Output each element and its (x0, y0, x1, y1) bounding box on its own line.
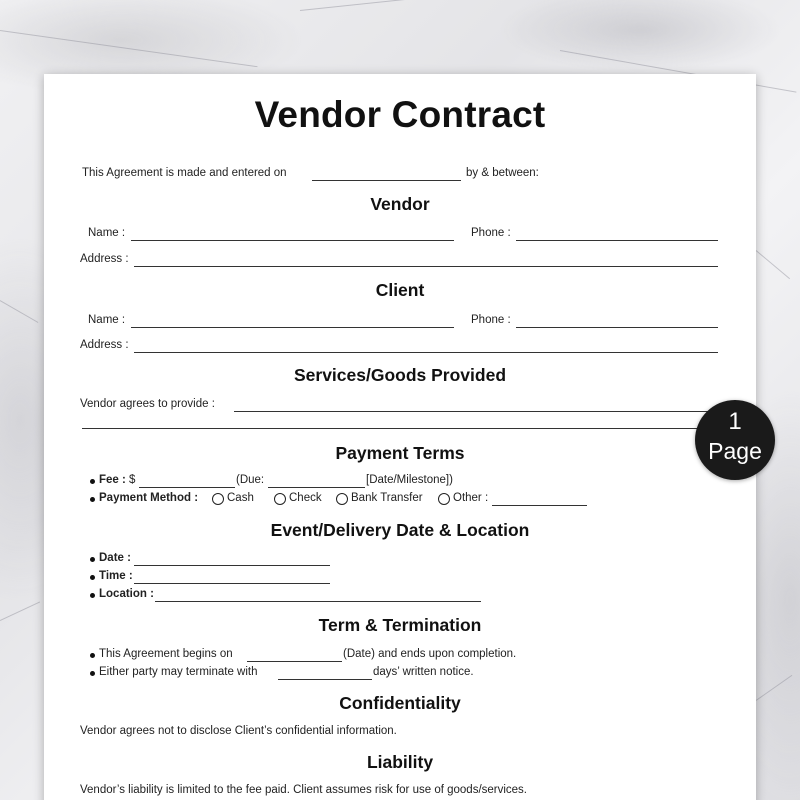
page-count-badge (695, 400, 775, 480)
bank-transfer-option-label: Bank Transfer (351, 492, 423, 504)
vendor-phone-field[interactable] (516, 240, 718, 241)
bullet (90, 497, 95, 502)
event-time-label: Time : (99, 570, 133, 582)
bullet (90, 557, 95, 562)
marble-vein (300, 0, 499, 11)
fee-due-field[interactable] (268, 487, 365, 488)
other-option-label: Other : (453, 492, 489, 504)
cash-option-label: Cash (227, 492, 254, 504)
fee-due-prefix: (Due: (236, 474, 265, 486)
client-phone-label: Phone : (471, 314, 511, 326)
bullet (90, 671, 95, 676)
services-field-2[interactable] (82, 428, 718, 429)
services-provide-label: Vendor agrees to provide : (80, 398, 215, 410)
liability-heading: Liability (366, 752, 434, 772)
event-location-label: Location : (99, 588, 154, 600)
check-option-label: Check (289, 492, 322, 504)
page-count-number: 1 (728, 408, 742, 435)
bank-transfer-radio[interactable] (336, 493, 348, 505)
cash-radio[interactable] (212, 493, 224, 505)
vendor-address-field[interactable] (134, 266, 718, 267)
client-heading: Client (375, 280, 425, 300)
marble-vein (756, 250, 790, 279)
other-method-field[interactable] (492, 505, 587, 506)
payment-heading: Payment Terms (335, 443, 465, 463)
bullet (90, 479, 95, 484)
services-field[interactable] (234, 411, 718, 412)
client-phone-field[interactable] (516, 327, 718, 328)
bullet (90, 593, 95, 598)
document-title: Vendor Contract (254, 94, 546, 135)
event-date-label: Date : (99, 552, 131, 564)
marble-vein (0, 30, 258, 67)
fee-label: Fee : (99, 474, 126, 486)
event-location-field[interactable] (155, 601, 481, 602)
vendor-name-label: Name : (88, 227, 126, 239)
services-heading: Services/Goods Provided (293, 365, 507, 385)
event-heading: Event/Delivery Date & Location (270, 520, 530, 540)
vendor-phone-label: Phone : (471, 227, 511, 239)
page-count-word: Page (708, 438, 762, 464)
marble-vein (0, 300, 38, 323)
vendor-name-field[interactable] (131, 240, 454, 241)
payment-method-label: Payment Method : (99, 492, 199, 504)
term-heading: Term & Termination (318, 615, 482, 635)
confidentiality-heading: Confidentiality (339, 693, 461, 713)
vendor-address-label: Address : (80, 253, 129, 265)
term-begin-date-field[interactable] (247, 661, 342, 662)
fee-due-suffix: [Date/Milestone]) (366, 474, 453, 486)
client-name-label: Name : (88, 314, 126, 326)
fee-currency: $ (129, 474, 136, 486)
term-begins-text: This Agreement begins on (99, 648, 233, 660)
event-time-field[interactable] (134, 583, 330, 584)
term-notice-days-field[interactable] (278, 679, 372, 680)
fee-amount-field[interactable] (139, 487, 235, 488)
intro-text: This Agreement is made and entered on (82, 167, 287, 179)
intro-text-end: by & between: (466, 167, 539, 179)
client-address-field[interactable] (134, 352, 718, 353)
contract-sheet (44, 74, 756, 800)
agreement-date-field[interactable] (312, 180, 461, 181)
bullet (90, 653, 95, 658)
term-terminate-text: Either party may terminate with (99, 666, 258, 678)
event-date-field[interactable] (134, 565, 330, 566)
client-name-field[interactable] (131, 327, 454, 328)
confidentiality-text: Vendor agrees not to disclose Client’s confidential information. (80, 725, 397, 737)
liability-text: Vendor’s liability is limited to the fee paid. Client assumes risk for use of goods/services. (80, 784, 528, 796)
bullet (90, 575, 95, 580)
other-radio[interactable] (438, 493, 450, 505)
check-radio[interactable] (274, 493, 286, 505)
term-begins-suffix: (Date) and ends upon completion. (343, 648, 517, 660)
client-address-label: Address : (80, 339, 129, 351)
vendor-heading: Vendor (370, 194, 430, 214)
term-terminate-suffix: days’ written notice. (373, 666, 474, 678)
